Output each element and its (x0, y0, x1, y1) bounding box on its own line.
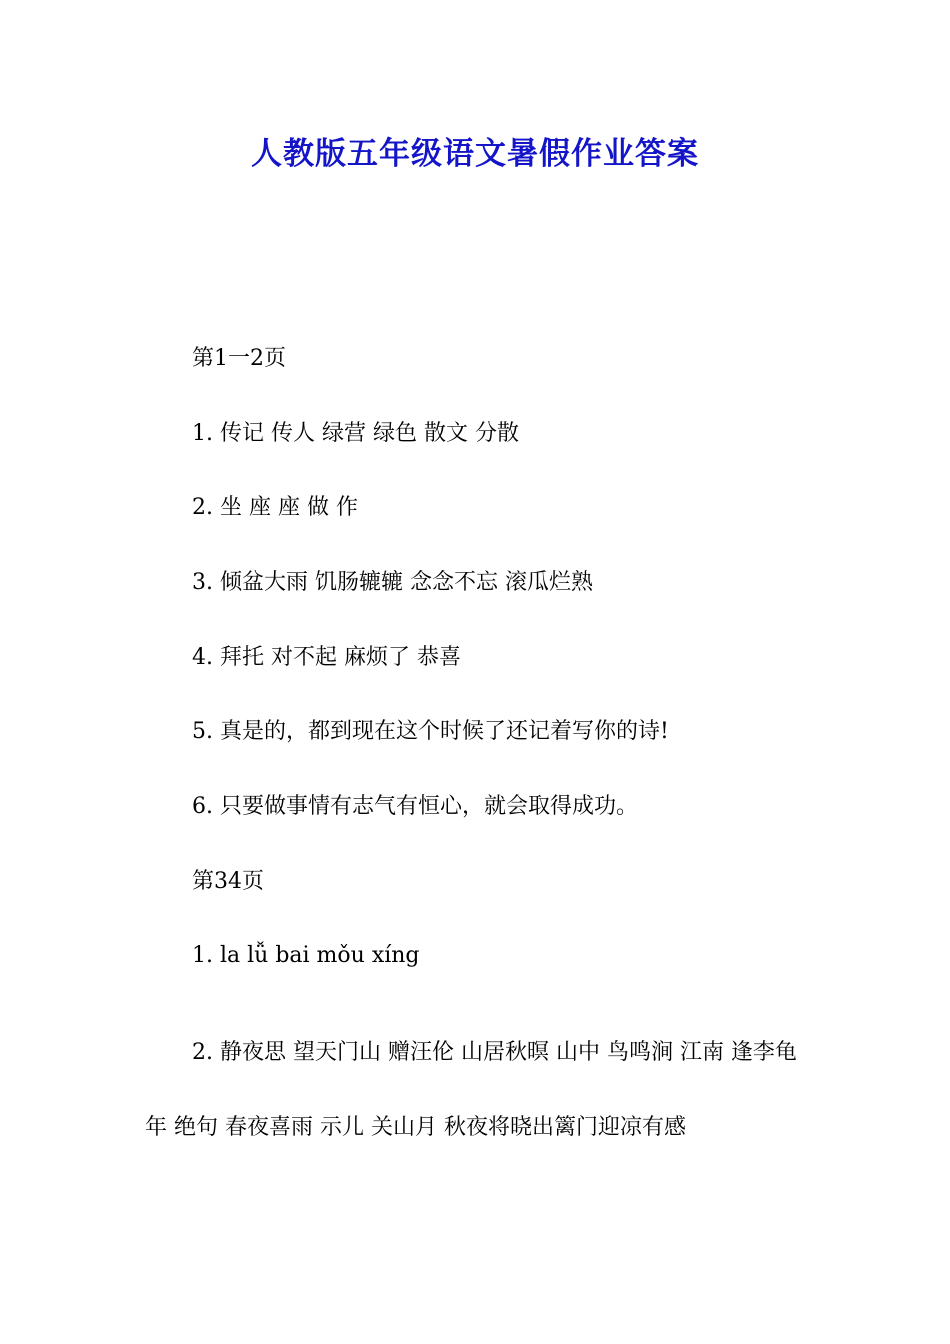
answer-item: 2. 坐 座 座 做 作 (192, 495, 358, 520)
answer-item-poem-list: 2. 静夜思 望天门山 赠汪伦 山居秋暝 山中 鸟鸣涧 江南 逢李龟年 绝句 春夜喜雨 示儿 关山月 秋夜将晓出篱门迎凉有感 (145, 1040, 797, 1140)
answer-item: 1. la lǚ bai mǒu xíng (192, 943, 420, 968)
answer-item: 6. 只要做事情有志气有恒心，就会取得成功。 (192, 794, 638, 819)
answer-item: 5. 真是的，都到现在这个时候了还记着写你的诗! (192, 719, 669, 744)
answer-item: 1. 传记 传人 绿营 绿色 散文 分散 (192, 421, 519, 446)
section-heading-pages-1-2: 第1一2页 (192, 346, 286, 371)
answer-item: 3. 倾盆大雨 饥肠辘辘 念念不忘 滚瓜烂熟 (192, 570, 593, 595)
answer-item: 4. 拜托 对不起 麻烦了 恭喜 (192, 645, 461, 670)
document-title: 人教版五年级语文暑假作业答案 (251, 136, 699, 172)
section-heading-pages-3-4: 第34页 (192, 869, 264, 894)
